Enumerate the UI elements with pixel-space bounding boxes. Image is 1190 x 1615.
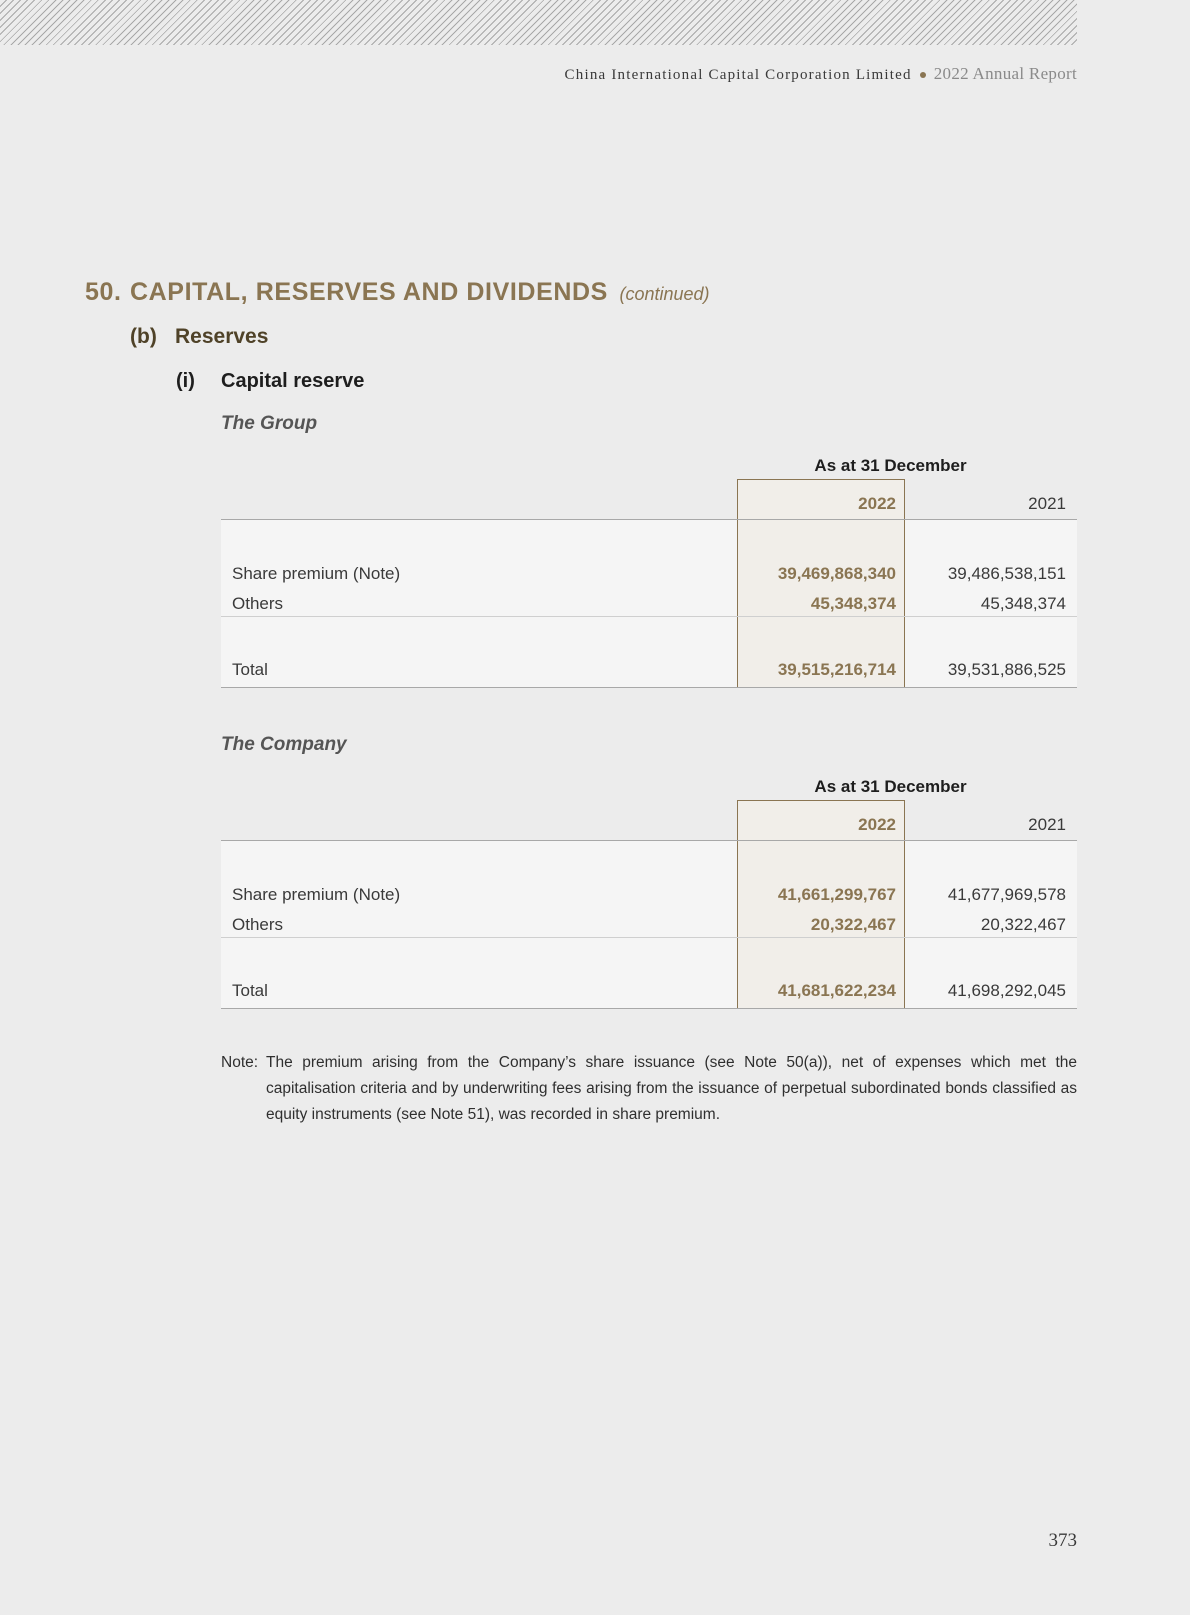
company-title: The Company <box>221 734 347 755</box>
group-table <box>221 456 1077 691</box>
col-header-2021: 2021 <box>1028 815 1066 834</box>
subsubsection-title: Capital reserve <box>221 370 365 392</box>
bottom-rule <box>221 1008 1077 1009</box>
page-number: 373 <box>1048 1530 1077 1551</box>
footnote <box>221 1050 1077 1128</box>
total-value-2021: 39,531,886,525 <box>947 660 1066 679</box>
table-row <box>221 564 1077 586</box>
company-table <box>221 777 1077 1012</box>
subsection-number: (b) <box>130 325 157 348</box>
table-row <box>221 885 1077 907</box>
header-report: 2022 Annual Report <box>933 64 1077 83</box>
subsubsection-number: (i) <box>176 370 195 392</box>
header-company: China International Capital Corporation Limited <box>564 67 912 83</box>
row-label: Others <box>232 915 284 934</box>
table-row <box>221 594 1077 616</box>
table-row <box>221 915 1077 937</box>
row-value-2022: 39,469,868,340 <box>777 564 896 583</box>
footnote-text: The premium arising from the Company’s share issuance (see Note 50(a)), net of expenses which met the capitalisation criteria and by underwriting fees arising from the issuance of perpetual subordinated bonds classified as equity instruments (see Note 51), was recorded in share premium. <box>266 1054 1077 1123</box>
subsubsection-heading <box>176 370 364 393</box>
section-continued: (continued) <box>619 284 710 304</box>
total-label: Total <box>232 660 268 679</box>
row-value-2021: 39,486,538,151 <box>947 564 1066 583</box>
section-heading <box>85 278 710 307</box>
group-title: The Group <box>221 413 318 434</box>
total-value-2021: 41,698,292,045 <box>947 981 1066 1000</box>
col-header-2021: 2021 <box>1028 494 1066 513</box>
subtotal-rule <box>221 616 1077 617</box>
total-value-2022: 39,515,216,714 <box>777 660 896 679</box>
table-header-row <box>221 815 1077 837</box>
total-row <box>221 981 1077 1003</box>
bottom-rule <box>221 687 1077 688</box>
subsection-title: Reserves <box>175 325 269 348</box>
subsection-heading <box>130 325 268 349</box>
bullet-dot-icon <box>920 72 926 78</box>
footnote-tag: Note: <box>221 1054 259 1071</box>
table-header-row <box>221 494 1077 516</box>
row-label: Share premium (Note) <box>232 564 401 583</box>
row-value-2022: 20,322,467 <box>810 915 896 934</box>
header-hatch-band <box>0 0 1077 45</box>
running-header <box>565 64 1077 84</box>
table-column-group-header: As at 31 December <box>814 456 967 475</box>
header-rule <box>221 519 1077 520</box>
col-header-2022: 2022 <box>858 494 896 513</box>
total-row <box>221 660 1077 682</box>
row-value-2022: 45,348,374 <box>810 594 896 613</box>
row-label: Others <box>232 594 284 613</box>
row-label: Share premium (Note) <box>232 885 401 904</box>
table-column-group-header: As at 31 December <box>814 777 967 796</box>
row-value-2022: 41,661,299,767 <box>777 885 896 904</box>
row-value-2021: 20,322,467 <box>980 915 1066 934</box>
section-title: CAPITAL, RESERVES AND DIVIDENDS <box>130 278 608 306</box>
total-value-2022: 41,681,622,234 <box>777 981 896 1000</box>
section-number: 50. <box>85 278 122 306</box>
row-value-2021: 45,348,374 <box>980 594 1066 613</box>
subtotal-rule <box>221 937 1077 938</box>
header-rule <box>221 840 1077 841</box>
col-header-2022: 2022 <box>858 815 896 834</box>
total-label: Total <box>232 981 268 1000</box>
row-value-2021: 41,677,969,578 <box>947 885 1066 904</box>
